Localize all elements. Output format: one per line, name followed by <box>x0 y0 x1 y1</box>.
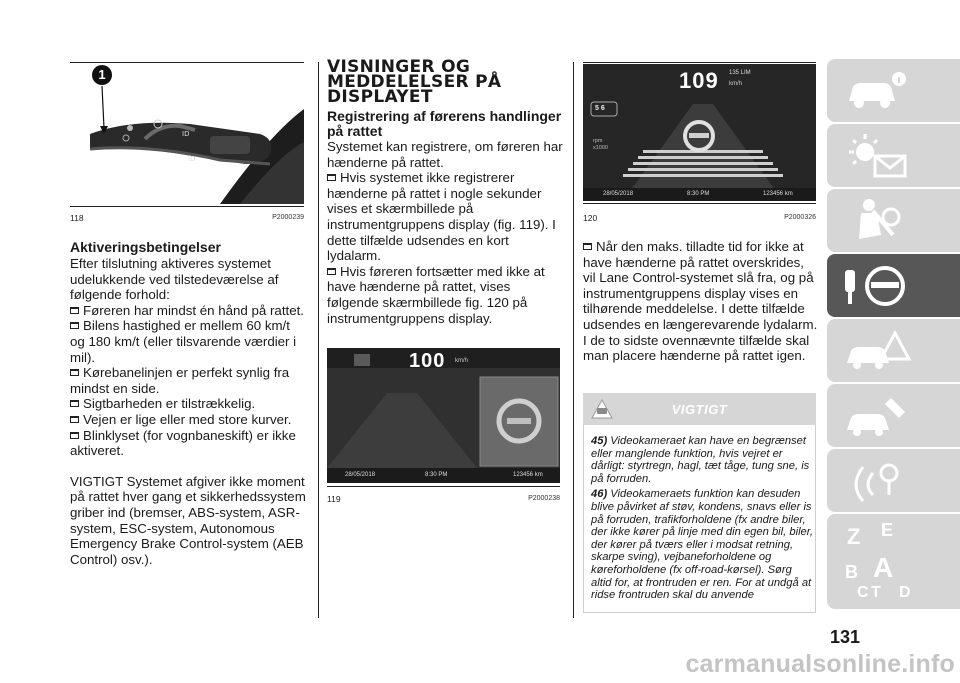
subheading-hands-detection: Registrering af førerens handlinger på rattet <box>327 108 562 139</box>
display-odometer: 123456 km <box>513 472 543 478</box>
figure-118-stalk <box>70 64 304 204</box>
index-icon: Z E B A C T D <box>845 520 911 601</box>
display-time: 8:30 PM <box>687 191 710 197</box>
warning-title: VIGTIGT <box>671 402 728 417</box>
column-2-text <box>327 57 563 326</box>
speed-readout: 109 <box>679 68 719 93</box>
activation-intro: Efter tilslutning aktiveres systemet udelukkende ved tilstedeværelse af følgende forhold: <box>70 256 279 303</box>
figure-number: 119 <box>327 494 341 504</box>
figure-119-display <box>327 348 560 483</box>
tab-steering-key[interactable] <box>827 254 960 317</box>
speed-unit: km/h <box>455 358 469 364</box>
warning-notes <box>591 435 815 602</box>
list-item: Føreren har mindst én hånd på rattet. <box>70 303 308 319</box>
important-note: VIGTIGT Systemet afgiver ikke moment på rattet hver gang et sikkerhedssystem griber ind (bremser, ABS-system, ASR-system, ESC-system, Autonomous Emergency Brake Control-system (AEB Control) osv.). <box>70 473 306 567</box>
figure-code: P2000238 <box>528 495 560 502</box>
list-item: Bilens hastighed er mellem 60 km/t og 180 km/t (eller tilsvarende værdier i mil). <box>70 318 308 365</box>
tab-safety[interactable] <box>827 189 960 252</box>
watermark: carmanualsonline.info <box>685 650 955 678</box>
display-date: 28/05/2018 <box>345 472 376 478</box>
column-1-text <box>70 240 308 567</box>
tab-warning-lights[interactable] <box>827 124 960 187</box>
tab-index[interactable] <box>827 514 960 609</box>
svg-text:ID: ID <box>188 155 196 163</box>
heading-activation: Aktiveringsbetingelser <box>70 239 221 255</box>
safety-icon <box>847 195 907 247</box>
display-odometer: 123456 km <box>763 191 793 197</box>
figure-code: P2000326 <box>784 214 816 221</box>
figure-number: 118 <box>70 213 84 223</box>
list-item: Vejen er lige eller med store kurver. <box>70 412 308 428</box>
tab-maintenance[interactable] <box>827 384 960 447</box>
multimedia-icon <box>845 455 909 507</box>
svg-text:ID: ID <box>182 130 190 138</box>
display-date: 28/05/2018 <box>603 191 634 197</box>
figure-120-display <box>583 64 816 201</box>
hands-intro: Systemet kan registrere, om føreren har hænderne på rattet. <box>327 139 563 170</box>
tab-car-info[interactable] <box>827 59 960 122</box>
figure-code: P2000239 <box>272 214 304 221</box>
section-title: VISNINGER OG MEDDELELSER PÅ DISPLAYET <box>327 57 502 107</box>
page-number: 131 <box>829 627 860 647</box>
display-time: 8:30 PM <box>425 472 448 478</box>
rpm-label: rpm <box>593 138 603 144</box>
tab-emergency[interactable] <box>827 319 960 382</box>
list-item: Hvis føreren fortsætter med ikke at have hænderne på rattet, vises følgende skærmbillede fig. 120 på instrumentgruppens display. <box>327 264 563 326</box>
speed-limit: 135 LIM <box>729 70 751 76</box>
maintenance-icon <box>843 392 913 440</box>
emergency-icon <box>843 327 913 375</box>
car-info-icon <box>843 69 909 113</box>
tab-multimedia[interactable] <box>827 449 960 512</box>
gear-indicator: 5 6 <box>595 105 605 112</box>
list-item: Blinklyset (for vognbaneskift) er ikke aktiveret. <box>70 428 308 459</box>
list-item: Hvis systemet ikke registrerer hænderne på rattet i nogle sekunder vises et skærmbillede på instrumentgruppens display (fig. 119). I dette tilfælde udsendes en kort lydalarm. <box>327 170 563 264</box>
warning-header <box>583 393 816 425</box>
rpm-scale: x1000 <box>593 145 608 151</box>
steering-key-icon <box>839 260 911 312</box>
speed-unit: km/h <box>729 81 743 87</box>
list-item: Sigtbarheden er tilstrækkelig. <box>70 396 308 412</box>
list-item: Når den maks. tilladte tid for ikke at have hænderne på rattet overskrides, vil Lane Control-systemet slå fra, og på instrumentgruppens display vises en tilhørende meddelelse. I dette tilfælde udsendes en længerevarende lydalarm. I de to sidste ovennævnte tilfælde skal man placere hænderne på rattet igen. <box>583 239 818 364</box>
list-item: Kørebanelinjen er perfekt synlig fra mindst en side. <box>70 365 308 396</box>
figure-number: 120 <box>583 213 598 223</box>
list-item: 45) Videokameraet kan have en begrænset eller manglende funktion, hvis vejret er dårligt: styrtregn, hagl, tæt tåge, tung sne, is på forruden. <box>591 435 810 485</box>
column-3-text <box>583 239 819 364</box>
list-item: 46) Videokameraets funktion kan desuden blive påvirket af støv, kondens, snavs eller is på forruden, trafikforholdene (fx andre biler, der ikke kører på linje med din egen bil, biler, der kører på tværs eller i modsat retning, skarpe sving), vejbaneforholdene og køreforholdene (fx off-road-kørsel). Sørg altid for, at frontruden er ren. For at undgå at ridse frontruden skal du anvende <box>591 488 813 602</box>
warning-lights-icon <box>841 132 911 180</box>
speed-readout: 100 <box>409 350 446 372</box>
callout-1: 1 <box>92 65 112 85</box>
